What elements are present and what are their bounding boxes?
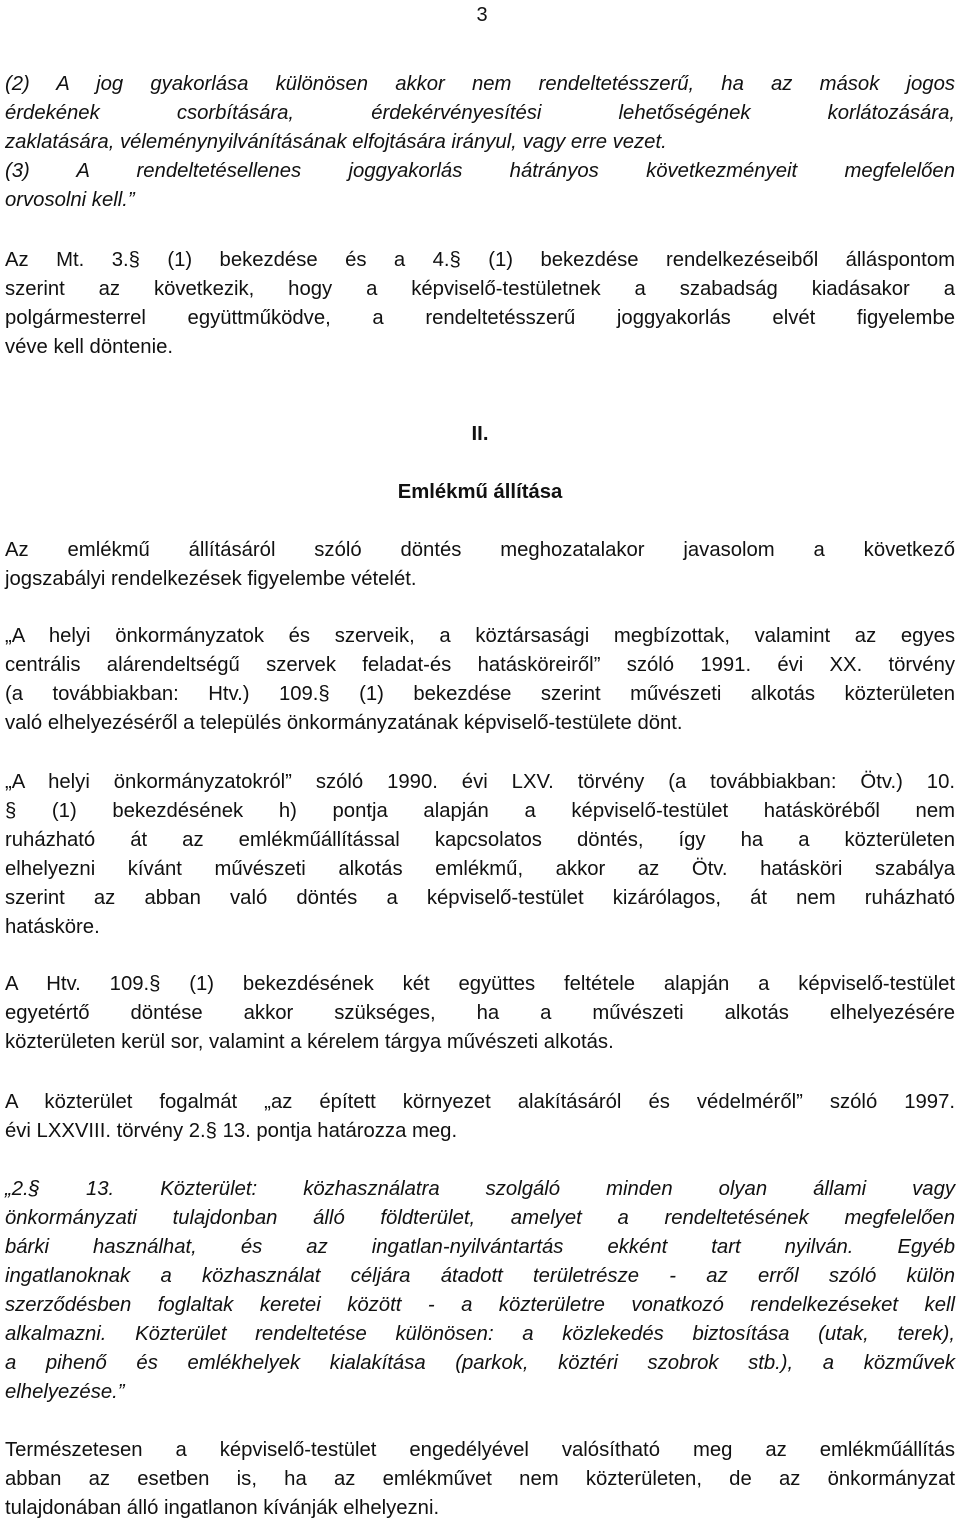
text-line: szerint az következik, hogy a képviselő-testületnek a szabadság kiadásakor a [5, 278, 955, 300]
text-line: való elhelyezéséről a település önkormányzatának képviselő-testülete dönt. [5, 712, 683, 734]
page-number: 3 [476, 4, 488, 26]
text-line: orvosolni kell.” [5, 189, 135, 211]
text-line: szerint az abban való döntés a képviselő-testület kizárólagos, át nem ruházható [5, 887, 955, 909]
text-line: ruházható át az emlékműállítással kapcsolatos döntés, így ha a közterületen [5, 829, 955, 851]
text-line: A Htv. 109.§ (1) bekezdésének két együttes feltétele alapján a képviselő-testület [5, 973, 955, 995]
text-line: jogszabályi rendelkezések figyelembe vételét. [5, 568, 417, 590]
text-line: alkalmazni. Közterület rendeltetése különösen: a közlekedés biztosítása (utak, terek), [5, 1323, 955, 1345]
text-line: „2.§ 13. Közterület: közhasználatra szolgáló minden olyan állami vagy [5, 1178, 955, 1200]
paragraph-otv [5, 768, 955, 942]
text-line: évi LXXVIII. törvény 2.§ 13. pontja határozza meg. [5, 1120, 458, 1142]
text-line: szerződésben foglaltak keretei között - a közterületre vonatkozó rendelkezéseket kell [5, 1294, 955, 1316]
text-line: véve kell döntenie. [5, 336, 173, 358]
paragraph-htv [5, 622, 955, 738]
text-line: Az emlékmű állításáról szóló döntés meghozatalakor javasolom a következő [5, 539, 955, 561]
text-line: abban az esetben is, ha az emlékművet nem közterületen, de az önkormányzat [5, 1468, 955, 1490]
text-line: „A helyi önkormányzatokról” szóló 1990. évi LXV. törvény (a továbbiakban: Ötv.) 10. [5, 771, 955, 793]
text-line: tulajdonában álló ingatlanon kívánják elhelyezni. [5, 1497, 440, 1519]
text-line: közterületen kerül sor, valamint a kérelem tárgya művészeti alkotás. [5, 1031, 614, 1053]
text-line: hatásköre. [5, 916, 100, 938]
text-line: elhelyezése.” [5, 1381, 125, 1403]
text-line: (3) A rendeltetésellenes joggyakorlás hátrányos következményeit megfelelően [5, 160, 955, 182]
text-line: elhelyezni kívánt művészeti alkotás emlékmű, akkor az Ötv. hatásköri szabálya [5, 858, 955, 880]
paragraph-konkluzio [5, 1436, 955, 1523]
text-line: önkormányzati tulajdonban álló földterület, amelyet a rendeltetésének megfelelően [5, 1207, 955, 1229]
text-line: (2) A jog gyakorlása különösen akkor nem rendeltetésszerű, ha az mások jogos [5, 73, 955, 95]
paragraph-mt-allaspont [5, 246, 955, 362]
paragraph-kozterulet-fogalom [5, 1088, 955, 1146]
text-line: A közterület fogalmát „az épített környezet alakításáról és védelméről” szóló 1997. [5, 1091, 955, 1113]
paragraph-quote-jog-gyakorlas [5, 70, 955, 215]
text-line: bárki használhat, és az ingatlan-nyilvántartás ekként tart nyilván. Egyéb [5, 1236, 955, 1258]
text-line: Az Mt. 3.§ (1) bekezdése és a 4.§ (1) bekezdése rendelkezéseiből álláspontom [5, 249, 955, 271]
text-line: polgármesterrel együttműködve, a rendeltetésszerű joggyakorlás elvét figyelembe [5, 307, 955, 329]
text-line: egyetértő döntése akkor szükséges, ha a művészeti alkotás elhelyezésére [5, 1002, 955, 1024]
section-title: Emlékmű állítása [397, 481, 563, 503]
text-line: § (1) bekezdésének h) pontja alapján a képviselő-testület hatásköréből nem [5, 800, 955, 822]
section-number: II. [471, 423, 489, 445]
paragraph-htv-feltetel [5, 970, 955, 1057]
text-line: ingatlanoknak a közhasználat céljára átadott területrésze - az erről szóló külön [5, 1265, 955, 1287]
text-line: zaklatására, véleménynyilvánításának elfojtására irányul, vagy erre vezet. [5, 131, 667, 153]
text-line: Természetesen a képviselő-testület engedélyével valósítható meg az emlékműállítás [5, 1439, 955, 1461]
paragraph-javaslat [5, 536, 955, 594]
paragraph-quote-kozterulet [5, 1175, 955, 1407]
text-line: centrális alárendeltségű szervek feladat-és hatásköreiről” szóló 1991. évi XX. törvény [5, 654, 955, 676]
text-line: a pihenő és emlékhelyek kialakítása (parkok, köztéri szobrok stb.), a közművek [5, 1352, 955, 1374]
text-line: „A helyi önkormányzatok és szerveik, a köztársasági megbízottak, valamint az egyes [5, 625, 955, 647]
text-line: (a továbbiakban: Htv.) 109.§ (1) bekezdése szerint művészeti alkotás közterületen [5, 683, 955, 705]
text-line: érdekének csorbítására, érdekérvényesítési lehetőségének korlátozására, [5, 102, 955, 124]
